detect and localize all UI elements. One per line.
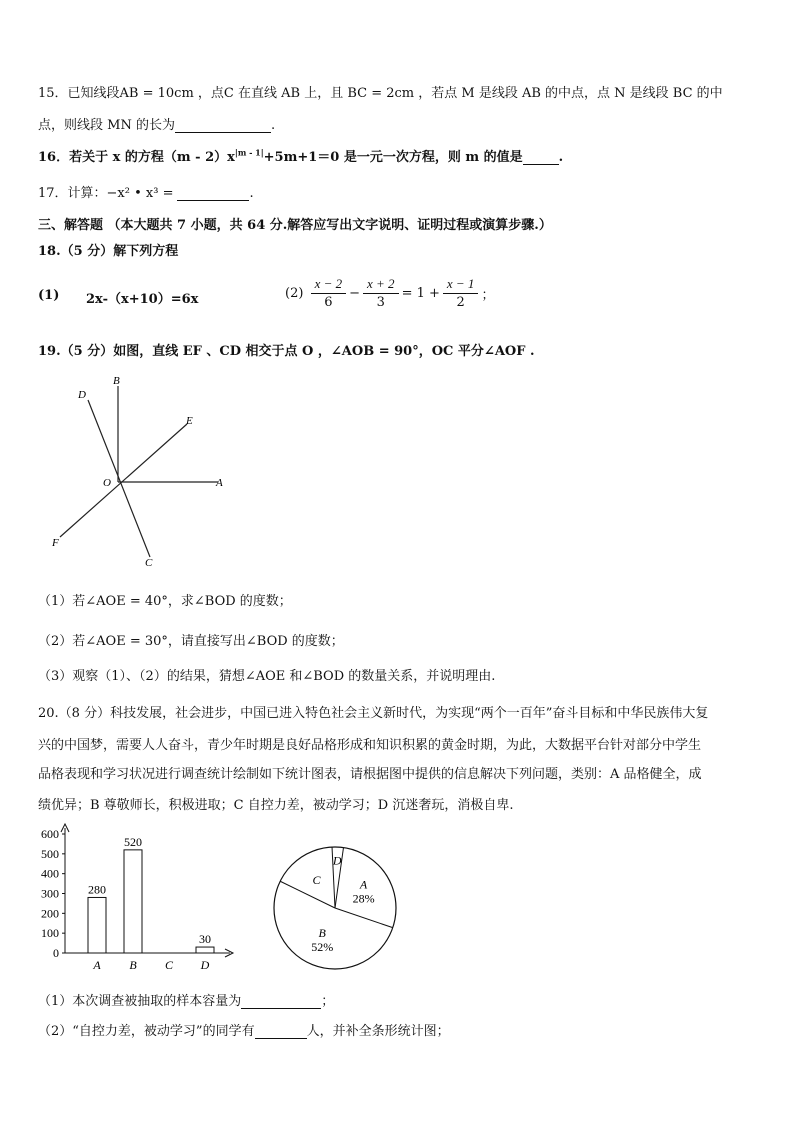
q20-line4: 绩优异；B 尊敬师长，积极进取；C 自控力差，被动学习；D 沉迷奢玩，消极自卑. [38,798,514,813]
bar-value-label: 280 [88,882,106,897]
category-label-C: C [164,958,174,972]
label-E: E [186,415,193,427]
q18-part2-label: (2) [285,286,304,301]
y-tick-label: 0 [53,946,59,960]
q16-text: 16．若关于 x 的方程（m - 2）x [38,150,235,165]
pie-chart [265,838,405,978]
q18-part1-label: (1) [38,288,60,303]
fraction-3-numerator: x − 1 [443,275,479,294]
label-D: D [78,389,86,401]
q17-text: 17．计算：−x² • x³ = [38,186,174,201]
q18-part1-equation: 2x-（x+10）=6x [86,292,199,307]
q20-sub2-text: （2）“自控力差，被动学习”的同学有 [38,1024,255,1039]
pie-percent-A: 28% [352,891,375,906]
q16-text-mid: +5m+1＝0 是一元一次方程，则 m 的值是 [263,150,523,165]
q16-exponent: |m - 1| [234,147,264,158]
q15-line1: 15．已知线段AB = 10cm ，点C 在直线 AB 上，且 BC = 2cm ，若点 M 是线段 AB 的中点，点 N 是线段 BC 的中 [38,86,723,101]
fraction-2-denominator: 3 [376,295,385,310]
q20-sub1-end: ； [321,994,335,1009]
pie-label-C: C [312,872,321,887]
y-tick-label: 200 [41,906,59,921]
q20-sub1-blank[interactable] [241,994,321,1009]
fraction-1-denominator: 6 [324,295,333,310]
q18-header: 18.（5 分）解下列方程 [38,244,179,259]
label-B: B [113,375,120,387]
minus-sign: − [349,286,361,301]
fraction-3-denominator: 2 [456,295,465,310]
category-label-D: D [200,958,210,972]
q19-sub2: （2）若∠AOE = 30°，请直接写出∠BOD 的度数； [38,634,344,649]
q17-period: . [249,186,254,201]
bar-value-label: 520 [124,834,142,849]
pie-percent-B: 52% [311,940,334,955]
fraction-2-numerator: x + 2 [363,275,399,294]
q16-period: . [558,150,564,165]
q20-sub2-blank[interactable] [255,1024,307,1039]
y-tick-label: 300 [41,886,59,901]
semicolon: ； [481,288,495,303]
pie-label-B: B [318,926,326,941]
y-tick-label: 100 [41,926,59,941]
line-CD [88,400,150,557]
q20-sub2 [38,1020,450,1039]
q15-period: . [270,118,276,133]
q15-line2-text: 点，则线段 MN 的长为 [38,118,175,133]
pie-label-A: A [359,877,368,892]
category-label-B: B [129,958,137,972]
q20-sub2-end: 人，并补全条形统计图； [306,1024,450,1039]
label-C: C [145,557,153,569]
y-tick-label: 400 [41,866,59,881]
y-tick-label: 600 [41,827,59,841]
q20-sub1 [38,990,334,1009]
bar-chart [30,820,250,975]
q19-sub1: （1）若∠AOE = 40°，求∠BOD 的度数； [38,594,292,609]
q19-sub3: （3）观察（1）、（2）的结果，猜想∠AOE 和∠BOD 的数量关系，并说明理由. [38,669,496,684]
line-EF [60,424,187,537]
q19-header: 19.（5 分）如图，直线 EF 、CD 相交于点 O ，∠AOB = 90°，OC 平分∠AOF . [38,344,535,359]
q20-line3: 品格表现和学习状况进行调查统计绘制如下统计图表，请根据图中提供的信息解决下列问题，类别：A 品格健全，成 [38,767,702,782]
fraction-1-numerator: x − 2 [311,275,347,294]
section-title: 三、解答题 （本大题共 7 小题，共 64 分.解答应写出文字说明、证明过程或演算步骤.） [38,218,552,233]
equals-one-plus: = 1 + [401,286,440,301]
bar-A [88,897,106,953]
q20-line2: 兴的中国梦，需要人人奋斗，青少年时期是良好品格形成和知识积累的黄金时期，为此，大数据平台针对部分中学生 [38,738,702,753]
label-A: A [216,477,223,489]
bar-B [124,850,142,953]
bar-D [196,947,214,953]
q20-sub1-text: （1）本次调查被抽取的样本容量为 [38,994,242,1009]
label-F: F [52,537,59,549]
y-tick-label: 500 [41,846,59,861]
label-O: O [103,477,111,489]
category-label-A: A [93,958,101,972]
bar-value-label: 30 [199,932,211,947]
pie-label-D: D [332,853,342,868]
q20-line1: 20.（8 分）科技发展，社会进步，中国已进入特色社会主义新时代，为实现“两个一百年”奋斗目标和中华民族伟大复 [38,706,709,721]
